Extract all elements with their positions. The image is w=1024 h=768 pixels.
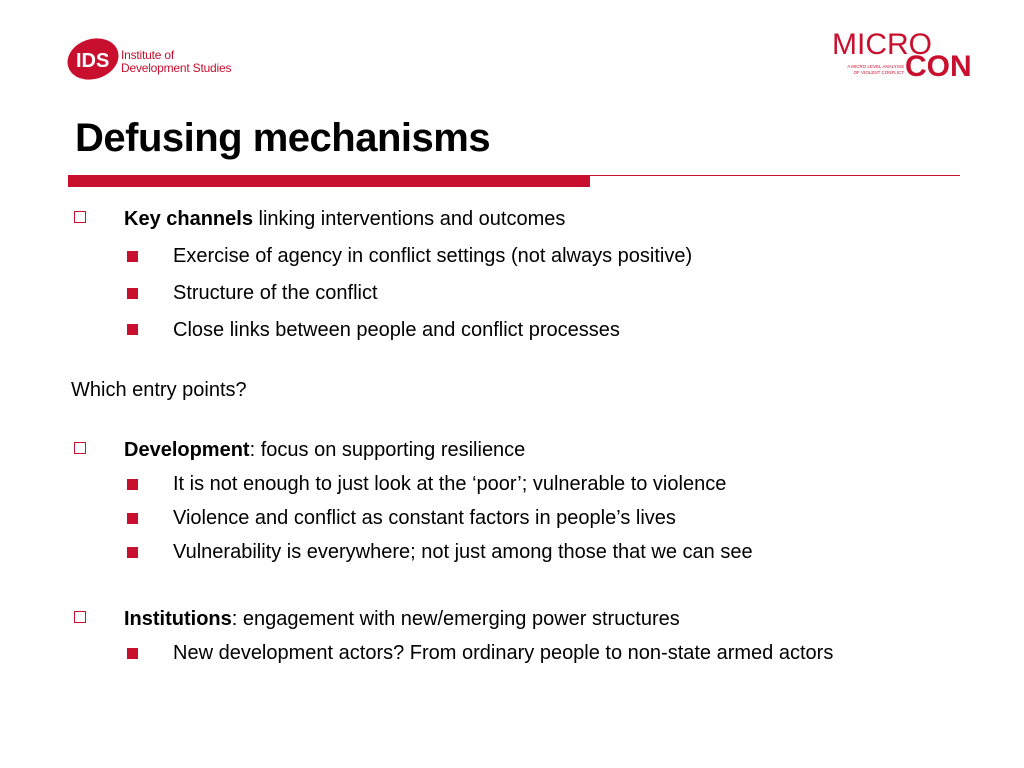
hollow-square-bullet-icon xyxy=(74,611,86,623)
filled-square-bullet-icon xyxy=(127,547,138,558)
ids-logo-name-line1: Institute of xyxy=(121,48,174,62)
microcon-logo-line1: MICRO xyxy=(832,28,932,61)
filled-square-bullet-icon xyxy=(127,324,138,335)
filled-square-bullet-icon xyxy=(127,288,138,299)
section-heading-bold: Development xyxy=(124,439,250,461)
microcon-tagline-line1: A MICRO LEVEL ANALYSIS xyxy=(847,64,904,69)
section-heading-rest: : engagement with new/emerging power structures xyxy=(231,608,680,630)
list-item: Close links between people and conflict processes xyxy=(173,319,620,341)
list-item: Violence and conflict as constant factors in people’s lives xyxy=(173,507,676,529)
microcon-tagline-line2: OF VIOLENT CONFLICT xyxy=(853,70,904,75)
hollow-square-bullet-icon xyxy=(74,211,86,223)
section-heading-bold: Key channels xyxy=(124,208,253,230)
section-heading-bold: Institutions xyxy=(124,608,232,630)
list-item: It is not enough to just look at the ‘poor’; vulnerable to violence xyxy=(173,473,727,495)
slide-title: Defusing mechanisms xyxy=(75,116,491,160)
list-item: Vulnerability is everywhere; not just among those that we can see xyxy=(173,541,753,563)
ids-logo-name-line2: Development Studies xyxy=(121,61,232,75)
ids-logo-abbr: IDS xyxy=(76,50,110,72)
filled-square-bullet-icon xyxy=(127,648,138,659)
section-heading-rest: : focus on supporting resilience xyxy=(249,439,526,461)
list-item: Structure of the conflict xyxy=(173,282,378,304)
hollow-square-bullet-icon xyxy=(74,442,86,454)
filled-square-bullet-icon xyxy=(127,251,138,262)
list-item: Exercise of agency in conflict settings (not always positive) xyxy=(173,245,693,267)
section-heading xyxy=(124,207,565,231)
entry-points-question: Which entry points? xyxy=(71,379,247,401)
list-item: New development actors? From ordinary people to non-state armed actors xyxy=(173,642,834,664)
filled-square-bullet-icon xyxy=(127,479,138,490)
microcon-logo-line2: CON xyxy=(905,50,972,83)
section-heading-rest: linking interventions and outcomes xyxy=(252,208,566,230)
section-heading xyxy=(124,438,525,462)
section-heading xyxy=(124,607,680,631)
filled-square-bullet-icon xyxy=(127,513,138,524)
